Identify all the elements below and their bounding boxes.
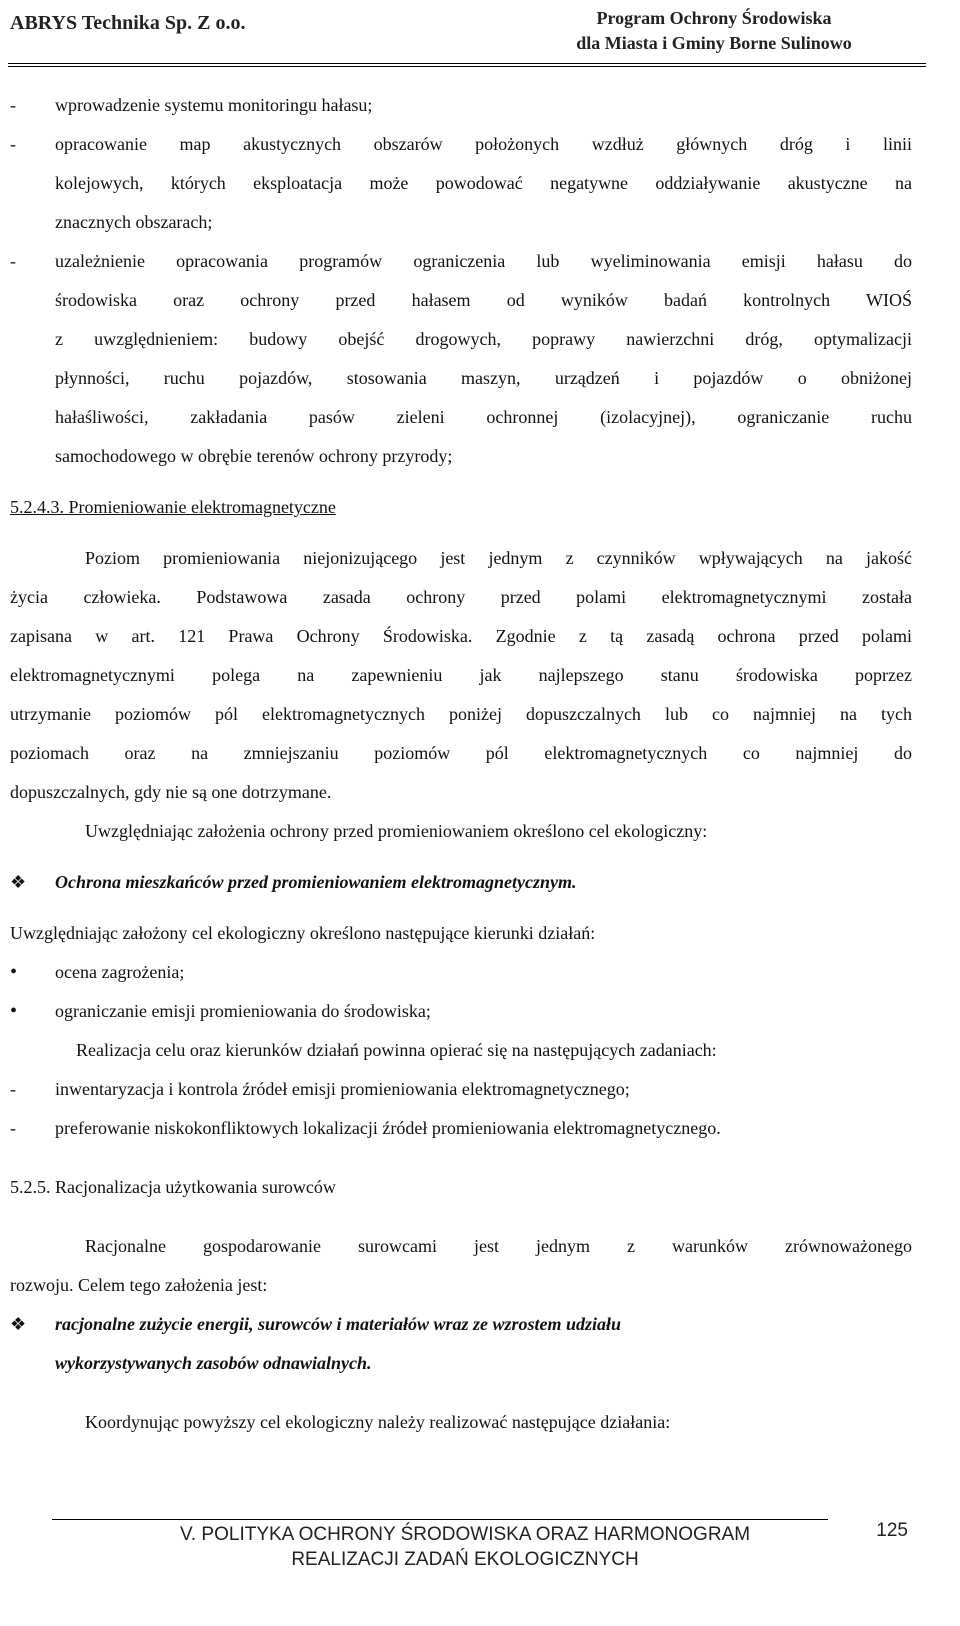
- directions-intro: Uwzględniając założony cel ekologiczny określono następujące kierunki działań:: [10, 923, 596, 943]
- paragraph-line: Racjonalne gospodarowanie surowcami jest jednym z warunków zrównoważonego: [85, 1236, 912, 1256]
- section-heading: 5.2.4.3. Promieniowanie elektromagnetyczne: [10, 497, 336, 517]
- document-body: [10, 86, 912, 1442]
- paragraph-line: życia człowieka. Podstawowa zasada ochrony przed polami elektromagnetycznymi została: [10, 587, 912, 607]
- list-item: - wprowadzenie systemu monitoringu hałasu;: [10, 86, 912, 125]
- list-item: - preferowanie niskokonfliktowych lokalizacji źródeł promieniowania elektromagnetycznego.: [10, 1109, 912, 1148]
- list-item-continuation: płynności, ruchu pojazdów, stosowania maszyn, urządzeń i pojazdów o obniżonej: [55, 368, 912, 388]
- dash-marker: -: [10, 251, 16, 271]
- header-divider: [8, 63, 926, 64]
- bullet-item: • ocena zagrożenia;: [10, 953, 912, 992]
- list-item-continuation: hałaśliwości, zakładania pasów zieleni ochronnej (izolacyjnej), ograniczanie ruchu: [55, 407, 912, 427]
- ecological-goal: ❖ racjonalne zużycie energii, surowców i materiałów wraz ze wzrostem udziału: [10, 1305, 912, 1344]
- list-item-continuation: z uwzględnieniem: budowy obejść drogowych, poprawy nawierzchni dróg, optymalizacji: [55, 329, 912, 349]
- list-item: - inwentaryzacja i kontrola źródeł emisji promieniowania elektromagnetycznego;: [10, 1070, 912, 1109]
- paragraph-line: elektromagnetycznymi polega na zapewnieniu jak najlepszego stanu środowiska poprzez: [10, 665, 912, 685]
- dash-marker: -: [10, 134, 16, 154]
- program-title-line1: Program Ochrony Środowiska: [596, 8, 832, 28]
- page-footer: [150, 1522, 780, 1572]
- list-item-continuation: środowiska oraz ochrony przed hałasem od wyników badań kontrolnych WIOŚ: [55, 290, 912, 310]
- paragraph-line: zapisana w art. 121 Prawa Ochrony Środowiska. Zgodnie z tą zasadą ochrona przed polami: [10, 626, 912, 646]
- goal-intro: Uwzględniając założenia ochrony przed promieniowaniem określono cel ekologiczny:: [85, 821, 708, 841]
- ecological-goal-continuation: wykorzystywanych zasobów odnawialnych.: [55, 1353, 372, 1373]
- program-title-line2: dla Miasta i Gminy Borne Sulinowo: [576, 33, 852, 53]
- section-heading: 5.2.5. Racjonalizacja użytkowania surowców: [10, 1177, 336, 1197]
- paragraph-line: Poziom promieniowania niejonizującego jest jednym z czynników wpływających na jakość: [85, 548, 912, 568]
- footer-divider: [52, 1519, 828, 1520]
- list-item-continuation: znacznych obszarach;: [55, 212, 213, 232]
- paragraph-line: dopuszczalnych, gdy nie są one dotrzymane.: [10, 782, 332, 802]
- paragraph-line: utrzymanie poziomów pól elektromagnetycznych poniżej dopuszczalnych lub co najmniej na tych: [10, 704, 912, 724]
- list-item-continuation: samochodowego w obrębie terenów ochrony przyrody;: [55, 446, 453, 466]
- dash-marker: -: [10, 1118, 16, 1138]
- dash-marker: -: [10, 95, 16, 115]
- ecological-goal: ❖ Ochrona mieszkańców przed promieniowaniem elektromagnetycznym.: [10, 863, 912, 902]
- footer-line1: V. POLITYKA OCHRONY ŚRODOWISKA ORAZ HARMONOGRAM: [179, 1524, 751, 1545]
- bullet-icon: •: [10, 961, 18, 983]
- closing-line: Koordynując powyższy cel ekologiczny należy realizować następujące działania:: [85, 1412, 671, 1432]
- page-number: 125: [876, 1520, 908, 1541]
- diamond-bullet-icon: ❖: [10, 872, 27, 892]
- diamond-bullet-icon: ❖: [10, 1314, 27, 1334]
- list-item: - opracowanie map akustycznych obszarów położonych wzdłuż głównych dróg i linii: [10, 125, 912, 164]
- tasks-intro: Realizacja celu oraz kierunków działań powinna opierać się na następujących zadaniach:: [76, 1040, 717, 1060]
- paragraph-line: rozwoju. Celem tego założenia jest:: [10, 1275, 268, 1295]
- paragraph-line: poziomach oraz na zmniejszaniu poziomów pól elektromagnetycznych co najmniej do: [10, 743, 912, 763]
- company-name: ABRYS Technika Sp. Z o.o.: [10, 12, 246, 34]
- list-item-continuation: kolejowych, których eksploatacja może powodować negatywne oddziaływanie akustyczne na: [55, 173, 912, 193]
- program-title: [504, 6, 924, 56]
- dash-marker: -: [10, 1079, 16, 1099]
- bullet-item: • ograniczanie emisji promieniowania do środowiska;: [10, 992, 912, 1031]
- page-header: [0, 0, 960, 62]
- list-item: - uzależnienie opracowania programów ograniczenia lub wyeliminowania emisji hałasu do: [10, 242, 912, 281]
- bullet-icon: •: [10, 1000, 18, 1022]
- footer-line2: REALIZACJI ZADAŃ EKOLOGICZNYCH: [291, 1549, 639, 1570]
- header-divider-second: [8, 66, 926, 67]
